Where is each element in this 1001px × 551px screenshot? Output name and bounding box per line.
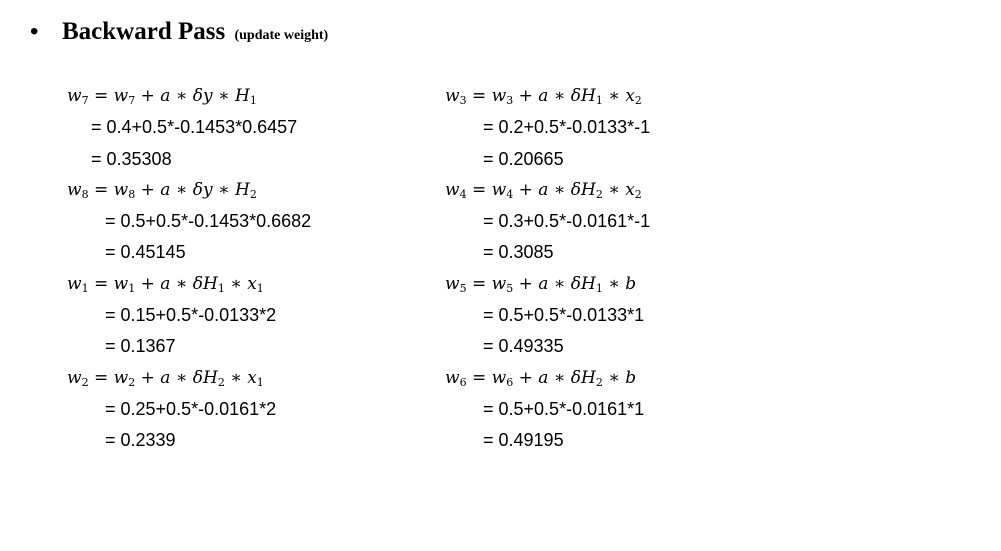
step-line: = 0.15+0.5*-0.0133*2: [105, 305, 277, 326]
learning-rate: a: [538, 179, 549, 200]
target-subscript: 7: [81, 94, 89, 107]
delta-subscript: 1: [595, 281, 603, 295]
step-line: = 0.2+0.5*-0.0133*-1: [483, 117, 651, 138]
formula-weight: w: [491, 179, 507, 200]
input-subscript: 2: [634, 94, 642, 107]
target-subscript: 3: [459, 94, 467, 107]
formula-weight: w: [491, 273, 507, 294]
weight-subscript: 2: [128, 375, 136, 389]
input-term: x: [247, 273, 257, 294]
formula-target: w: [67, 179, 82, 200]
target-subscript: 1: [81, 281, 89, 295]
weight-subscript: 6: [506, 375, 514, 389]
formula-target: w: [67, 273, 82, 294]
formula-weight: w: [113, 86, 129, 106]
step-line: = 0.4+0.5*-0.1453*0.6457: [91, 117, 298, 138]
step-line: = 0.3+0.5*-0.0161*-1: [483, 211, 651, 232]
delta-subscript: 2: [595, 375, 603, 389]
formula-weight: w: [113, 179, 129, 200]
formula-weight: w: [113, 367, 129, 388]
weight-subscript: 4: [506, 187, 514, 201]
learning-rate: a: [160, 86, 171, 106]
delta-term: δH: [570, 179, 596, 200]
bullet-icon: •: [30, 18, 39, 45]
input-term: H: [234, 179, 250, 200]
step-line: = 0.35308: [91, 148, 172, 169]
target-subscript: 5: [459, 281, 467, 295]
step-line: = 0.3085: [483, 242, 554, 263]
input-term: x: [625, 179, 635, 200]
input-subscript: 1: [249, 94, 257, 107]
formula-line: $w_7 = w_7 + a$ ∗ δy ∗ $H_1$: [67, 86, 257, 107]
formula-target: w: [445, 86, 460, 106]
weight-subscript: 1: [128, 281, 136, 295]
step-line: = 0.5+0.5*-0.0133*1: [483, 305, 645, 326]
weight-subscript: 5: [506, 281, 514, 295]
step-line: = 0.45145: [105, 242, 186, 263]
formula-target: w: [445, 179, 460, 200]
input-term: x: [247, 367, 257, 388]
delta-subscript: 2: [217, 375, 225, 389]
formula-target: w: [445, 273, 460, 294]
learning-rate: a: [538, 367, 549, 388]
formula-line: $w_8 = w_8 + a$ ∗ δy ∗ $H_2$: [67, 179, 257, 201]
page-subtitle: (update weight): [234, 28, 329, 43]
target-subscript: 4: [459, 187, 467, 201]
formula-target: w: [445, 367, 460, 388]
delta-term: δH: [570, 273, 596, 294]
step-line: = 0.20665: [483, 148, 564, 169]
input-subscript: 2: [249, 187, 257, 201]
formula-line: $w_4 = w_4 + a$ ∗ $\delta H_2$ ∗ $x_2$: [445, 179, 642, 201]
target-subscript: 6: [459, 375, 467, 389]
formula-target: w: [67, 367, 82, 388]
input-subscript: 1: [256, 281, 264, 295]
target-subscript: 8: [81, 187, 89, 201]
step-line: = 0.1367: [105, 336, 176, 357]
input-term: x: [625, 86, 635, 106]
step-line: = 0.49195: [483, 430, 564, 451]
delta-term: δH: [192, 273, 218, 294]
delta-term: δH: [570, 86, 596, 106]
delta-subscript: 1: [217, 281, 225, 295]
learning-rate: a: [538, 273, 549, 294]
learning-rate: a: [538, 86, 549, 106]
input-subscript: 2: [634, 187, 642, 201]
input-term: b: [625, 273, 637, 294]
formula-line: $w_6 = w_6 + a$ ∗ $\delta H_2$ ∗ b: [445, 367, 637, 389]
formula-weight: w: [491, 367, 507, 388]
step-line: = 0.49335: [483, 336, 564, 357]
weight-subscript: 7: [128, 94, 136, 107]
input-subscript: 1: [256, 375, 264, 389]
delta-term: δy: [192, 179, 213, 200]
formula-line: $w_1 = w_1 + a$ ∗ $\delta H_1$ ∗ $x_1$: [67, 273, 264, 295]
formula-line: $w_3 = w_3 + a$ ∗ $\delta H_1$ ∗ $x_2$: [445, 86, 642, 107]
page-title: [62, 18, 328, 46]
step-line: = 0.5+0.5*-0.1453*0.6682: [105, 211, 312, 232]
delta-term: δy: [192, 86, 213, 106]
learning-rate: a: [160, 367, 171, 388]
weight-subscript: 8: [128, 187, 136, 201]
step-line: = 0.2339: [105, 430, 176, 451]
left-column: [67, 83, 311, 459]
step-line: = 0.25+0.5*-0.0161*2: [105, 398, 277, 419]
formula-line: $w_2 = w_2 + a$ ∗ $\delta H_2$ ∗ $x_1$: [67, 367, 264, 389]
learning-rate: a: [160, 273, 171, 294]
target-subscript: 2: [81, 375, 89, 389]
input-term: b: [625, 367, 637, 388]
weight-subscript: 3: [506, 94, 514, 107]
step-line: = 0.5+0.5*-0.0161*1: [483, 398, 645, 419]
delta-term: δH: [570, 367, 596, 388]
formula-line: $w_5 = w_5 + a$ ∗ $\delta H_1$ ∗ b: [445, 273, 637, 295]
delta-subscript: 2: [595, 187, 603, 201]
right-column: [445, 83, 650, 459]
learning-rate: a: [160, 179, 171, 200]
input-term: H: [234, 86, 250, 106]
delta-term: δH: [192, 367, 218, 388]
formula-target: w: [67, 86, 82, 106]
formula-weight: w: [491, 86, 507, 106]
delta-subscript: 1: [595, 94, 603, 107]
formula-weight: w: [113, 273, 129, 294]
title-text: Backward Pass: [62, 18, 226, 45]
